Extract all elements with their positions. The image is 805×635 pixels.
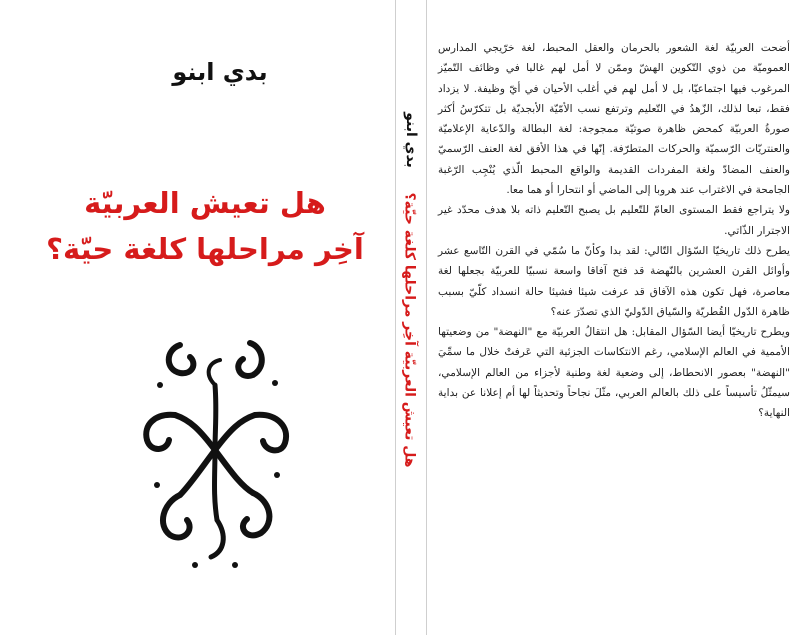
book-title-line-2: آخِر مراحلها كلغة حيّة؟ xyxy=(46,232,364,266)
paragraph: أضحت العربيّة لغة الشعور بالحرمان والعقل المحبط، لغة خرّيجي المدارس العموميّة من ذوي التّكوين الهشّ وممّن لا أمل لهم غالبا في وظائف التّميّز المرغوب فيها اجتماعيّا، بل لا أمل لهم في أغلب الأحيان في أيّ وظيفة. لا يزداد فقط، تبعا لذلك، الزّهدُ في التّعليم وترتفع نسب الأمّيّة الأبجديّة بل تتكرّسُ أكثر صورةُ العربيّة كمحض ظاهرة صوتيّة ممجوجة: لغة البطالة والدّعاية الإعلاميّة والعنتريّات الرّسميّة والحركات المتطرّفة. إنّها في هذا الأفق لغة العنف الرّسميّ والعنف المضادّ ولغة المفردات القديمة والواقع المحبط الّذي يُنْجِب الرّغبة الجامحة في الاغتراب عند هروبا إلى الماضي أو انتحارا أو هما معا. xyxy=(438,42,790,197)
spine-title: هل تعيش العربيّة آخِر مراحلها كلغة حيّة؟ xyxy=(401,192,418,468)
spine-author: بدي ابنو xyxy=(403,112,419,168)
front-cover xyxy=(0,0,395,635)
paragraph: ويطرح تاريخيّا أيضا السّؤال المقابل: هل انتقالُ العربيّة مع "النهضة" من وضعيتها الأممية في العالم الإسلامي، رغم الانتكاسات الجزئية التي عَرفتْ خلال ما سمِّيَ "النهضة" بعصور الانحطاط، إلى وضعية لغة وطنية لأجزاء من العالم الإسلامي، سيمثّلُ تأسيساً على ذلك بالعالم العربي، مثّلَ نجاحاً وتحديثاً لها أم إعلانا عن بداية النهاية؟ xyxy=(438,326,790,420)
book-title-line-1: هل تعيش العربيّة xyxy=(84,186,326,220)
paragraph: ولا يتراجع فقط المستوى العامّ للتّعليم بل يصبح التّعليم ذاته بلا هدف محدّد غير الاجترار الذّاتي. xyxy=(438,204,790,237)
author-name: بدي ابنو xyxy=(172,58,268,86)
spine-title-wrap xyxy=(402,193,421,468)
paragraph: يطرح ذلك تاريخيّا السّؤال التّالي: لقد بدا وكأنّ ما سُمّي في القرن التّاسع عشر وأوائل القرن العشرين بالنّهضة قد فتح آفاقا واسعة نسبيّا للعربيّة بجعلها لغة معاصرة، فهل تكون هذه الآفاق قد عرفت شيئا فشيئا حالة انسداد كلّيّ بسبب ظاهرة الدّول القُطريّة والسّياق الدّوليّ الذي تصدّرَ عنه؟ xyxy=(438,244,790,318)
calligraphy-emblem xyxy=(135,325,295,575)
back-cover-text xyxy=(438,38,790,424)
back-cover xyxy=(426,0,805,635)
